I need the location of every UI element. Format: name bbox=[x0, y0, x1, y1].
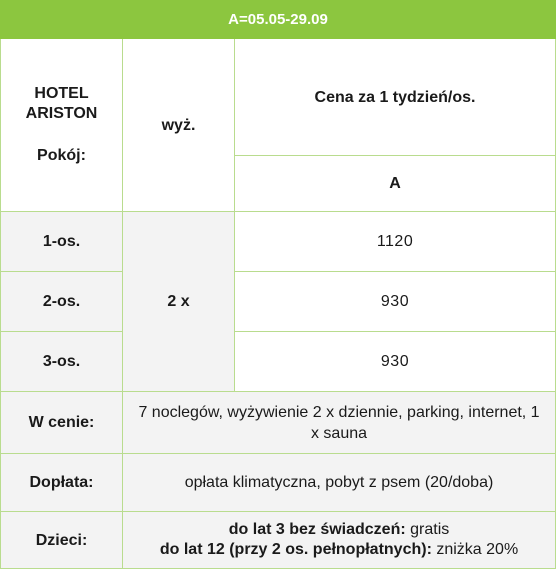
hotel-cell bbox=[1, 39, 123, 212]
board-label: wyż. bbox=[123, 39, 235, 212]
room-price: 1120 bbox=[235, 212, 556, 272]
room-price: 930 bbox=[235, 332, 556, 392]
children-row bbox=[1, 512, 556, 569]
room-type: 3-os. bbox=[1, 332, 123, 392]
room-row bbox=[1, 332, 556, 392]
room-type: 2-os. bbox=[1, 272, 123, 332]
room-price: 930 bbox=[235, 272, 556, 332]
surcharge-row bbox=[1, 454, 556, 512]
hotel-name: HOTEL ARISTON bbox=[25, 85, 98, 122]
children-line-1-rest: gratis bbox=[405, 521, 450, 538]
included-row bbox=[1, 392, 556, 454]
price-header: Cena za 1 tydzień/os. bbox=[235, 39, 556, 156]
children-text bbox=[123, 512, 556, 569]
included-text: 7 noclegów, wyżywienie 2 x dziennie, parking, internet, 1 x sauna bbox=[123, 392, 556, 454]
children-line-2-rest: zniżka 20% bbox=[431, 541, 519, 558]
header-row bbox=[1, 1, 556, 39]
children-line-1-bold: do lat 3 bez świadczeń: bbox=[228, 521, 406, 538]
surcharge-label: Dopłata: bbox=[1, 454, 123, 512]
children-label: Dzieci: bbox=[1, 512, 123, 569]
room-label: Pokój: bbox=[37, 147, 86, 164]
surcharge-text: opłata klimatyczna, pobyt z psem (20/doba) bbox=[123, 454, 556, 512]
season-label: A bbox=[235, 156, 556, 212]
children-line-2 bbox=[123, 540, 555, 560]
period-header: A=05.05-29.09 bbox=[1, 1, 556, 39]
board-value: 2 x bbox=[123, 212, 235, 392]
children-line-1 bbox=[123, 520, 555, 540]
children-line-2-bold: do lat 12 (przy 2 os. pełnopłatnych): bbox=[159, 541, 432, 558]
room-row bbox=[1, 272, 556, 332]
hotel-row bbox=[1, 39, 556, 156]
room-row bbox=[1, 212, 556, 272]
included-label: W cenie: bbox=[1, 392, 123, 454]
room-type: 1-os. bbox=[1, 212, 123, 272]
